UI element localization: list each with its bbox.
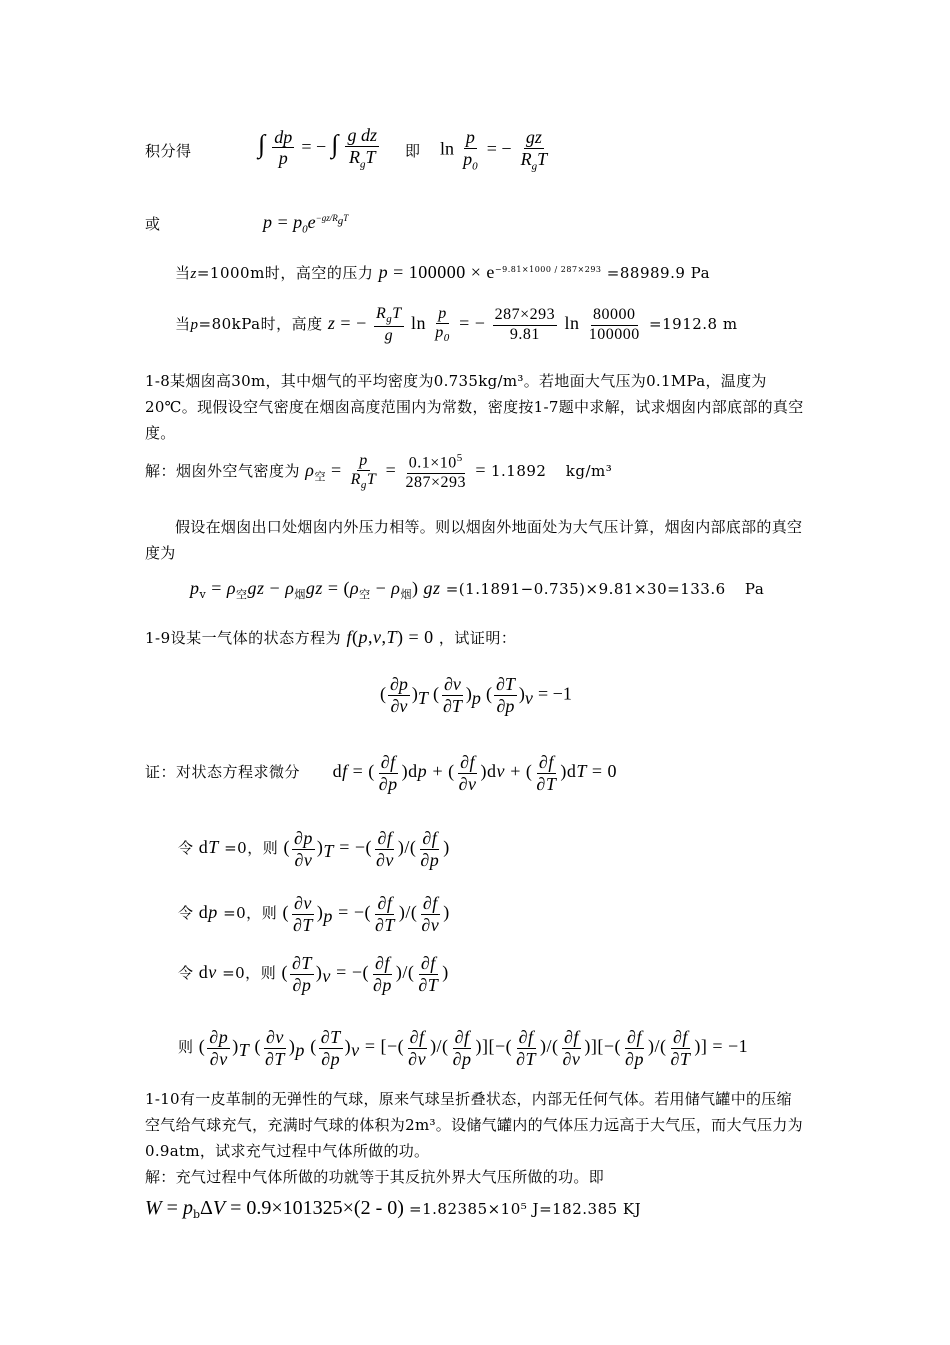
problem-1-8: 1-8某烟囱高30m，其中烟气的平均密度为0.735kg/m³。若地面大气压为0.1MPa，温度为20℃。现假设空气密度在烟囱高度范围内为常数，密度按1-7题中求解，试求烟囱内部底部的真空度。	[145, 372, 804, 442]
step-dv: 令 dv =0，则 ( $\frac{\partial T}{\partial p}$ )$_v$ = −( $\frac{\partial f}{\partial p}$ )/( $\frac{\partial f}{\partial T}$ )	[178, 953, 449, 995]
label-huo: 或	[145, 215, 161, 233]
height-line: 当p=80kPa时，高度 z = − $\frac{R_gT}{g}$ ln $\frac{p}{p_0}$ = − $\frac{287\times 293}{9.81}$ ln $\frac{80000}{100000}$ =1912.8 m	[175, 305, 738, 345]
step-dT: 令 dT =0，则 ( $\frac{\partial p}{\partial v}$ )$_T$ = −( $\frac{\partial f}{\partial v}$ )/( $\frac{\partial f}{\partial p}$ )	[178, 828, 450, 870]
ln-equation: ln $\frac{p}{p_0}$ = − $\frac{gz}{R_gT}$	[440, 127, 548, 173]
pressure-line: 当z=1000m时，高空的压力 $p = 100000 \times e^{-9.81\times 1000 / 287\times 293} =88989.9$ Pa	[175, 262, 711, 282]
work-equation: $W = p_b\Delta V = 0.9\times 101325\times(2 - 0) =1.82385\times 10^5$ J=182.385 KJ	[145, 1197, 642, 1222]
step-dp: 令 dp =0，则 ( $\frac{\partial v}{\partial T}$ )$_p$ = −( $\frac{\partial f}{\partial T}$ )/( $\frac{\partial f}{\partial v}$ )	[178, 893, 450, 935]
label-ji: 即	[405, 142, 421, 160]
integral-equation: ∫ $\frac{dp}{p}$ = − ∫ $\frac{\text{g dz}}{R_gT}$	[258, 125, 377, 171]
problem-1-10: 1-10有一皮革制的无弹性的气球，原来气球呈折叠状态，内部无任何气体。若用储气罐中的压缩空气给气球充气，充满时气球的体积为2m³。设储气罐内的气体压力远高于大气压，而大气压力为0.9atm，试求充气过程中气体所做的功。	[145, 1090, 803, 1160]
vacuum-equation: $p_v = \rho_空gz - \rho_烟gz = (\rho_空 - \rho_烟)$ gz =(1.1891−0.735)×9.81×30=133.6 Pa	[190, 578, 765, 601]
exp-equation: $p = p_0e^{-gz/R_gT}$	[263, 212, 349, 236]
label-integral: 积分得	[145, 142, 192, 160]
identity-equation: ( $\frac{\partial p}{\partial v}$ )$_T$ ( $\frac{\partial v}{\partial T}$ )$_p$ ( $\frac{\partial T}{\partial p}$ )$_v = -1$	[380, 674, 572, 716]
problem-1-9: 1-9设某一气体的状态方程为 f(p,v,T) = 0 ，试证明：	[145, 627, 517, 647]
solution-1-10: 解：充气过程中气体所做的功就等于其反抗外界大气压所做的功。即	[145, 1168, 605, 1186]
solution-1-8: 解：烟囱外空气密度为 $\rho_空$ = $\frac{p}{R_gT}$ = $\frac{0.1\times 10^5}{287\times 293}$ = 1.1892 kg/m³	[145, 452, 613, 492]
para-assumption: 假设在烟囱出口处烟囱内外压力相等。则以烟囱外地面处为大气压计算，烟囱内部底部的真空度为	[145, 518, 803, 562]
final-product: 则 ( $\frac{\partial p}{\partial v}$ )$_T$ ( $\frac{\partial v}{\partial T}$ )$_p$ ( $\frac{\partial T}{\partial p}$ )$_v$ = [−( $\frac{\partial f}{\partial v}$ )/( $\frac{\partial f}{\partial p}$ )][−( $\frac{\partial f}{\partial T}$ )/( $\frac{\partial f}{\partial v}$ )][−( $\frac{\partial f}{\partial p}$ )/( $\frac{\partial f}{\partial T}$ )] = −1	[178, 1027, 749, 1069]
proof-line: 证：对状态方程求微分 df = ( $\frac{\partial f}{\partial p}$ )dp + ( $\frac{\partial f}{\partial v}$ )dv + ( $\frac{\partial f}{\partial T}$ )dT = 0	[145, 752, 617, 794]
